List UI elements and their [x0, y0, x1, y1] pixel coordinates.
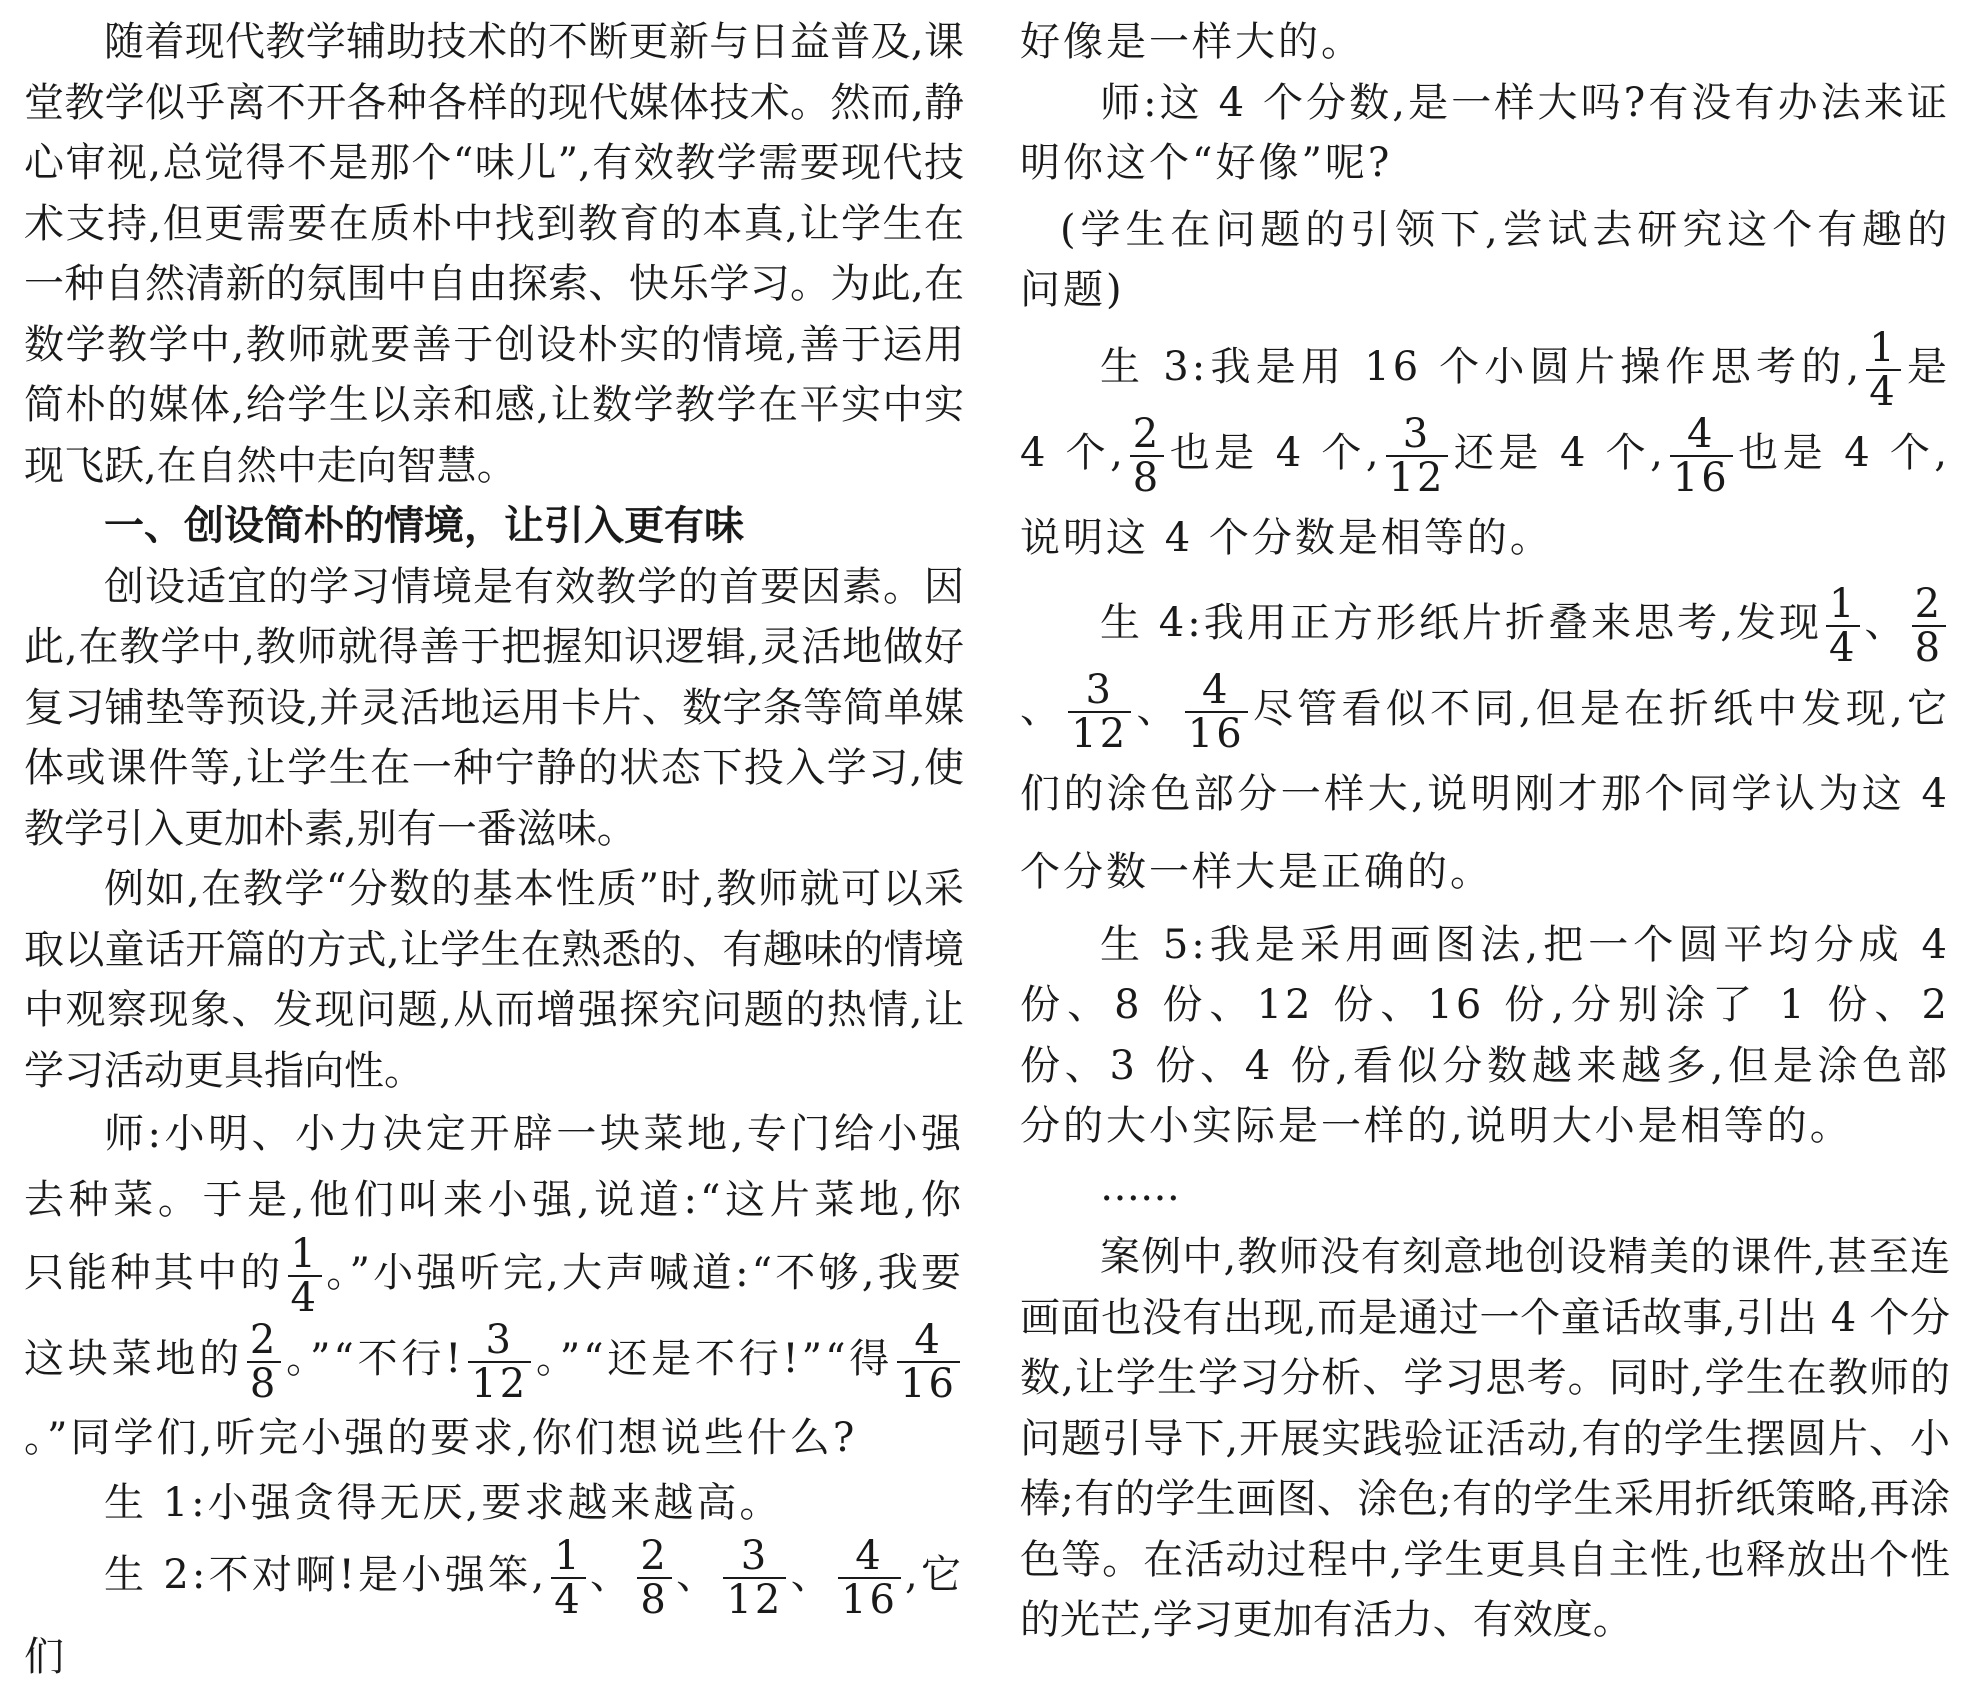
- student-4: [1020, 580, 1951, 911]
- separator: 、: [589, 1552, 634, 1598]
- fraction-4-16: $\frac{4}{16}$: [838, 1535, 901, 1621]
- student-3-text-e: 也是 4 个,说明这 4 个分数是相等的。: [1020, 429, 1950, 561]
- fraction-2-8: $\frac{2}{8}$: [1130, 413, 1164, 499]
- teacher-dialogue: [24, 1101, 964, 1471]
- student-3-text-b: 是 4 个,: [1020, 343, 1951, 476]
- fraction-1-4: $\frac{1}{4}$: [1866, 327, 1900, 413]
- separator: 、: [1864, 599, 1908, 646]
- fraction-1-4: $\frac{1}{4}$: [1826, 583, 1860, 669]
- fraction-1-4: $\frac{1}{4}$: [551, 1535, 585, 1621]
- fraction-3-12: $\frac{3}{12}$: [468, 1319, 531, 1405]
- student-4-text-a: 生 4:我用正方形纸片折叠来思考,发现: [1100, 599, 1823, 646]
- student-1: 生 1:小强贪得无厌,要求越来越高。: [104, 1480, 783, 1526]
- fraction-2-8: $\frac{2}{8}$: [637, 1535, 671, 1621]
- student-2-text-a: 生 2:不对啊!是小强笨,: [104, 1552, 548, 1598]
- teacher-text-d: 。”“还是不行!”“得: [535, 1336, 894, 1382]
- separator: 、: [675, 1552, 720, 1598]
- ellipsis: ……: [1100, 1163, 1180, 1210]
- teacher-text-a: 师:小明、小力决定开辟一块菜地,专门给小强去种菜。于是,他们叫来小强,说道:“这片菜地,你只能种其中的: [24, 1111, 964, 1296]
- student-2-text-b: ,它们: [24, 1552, 965, 1680]
- intro-paragraph: 随着现代教学辅助技术的不断更新与日益普及,课堂教学似乎离不开各种各样的现代媒体技术。然而,静心审视,总觉得不是那个“味儿”,有效教学需要现代技术支持,但更需要在质朴中找到教育的本真,让学生在一种自然清新的氛围中自由探索、快乐学习。为此,在数学教学中,教师就要善于创设朴实的情境,善于运用简朴的媒体,给学生以亲和感,让数学教学在平实中实现飞跃,在自然中走向智慧。: [24, 19, 964, 489]
- paragraph-1: 创设适宜的学习情境是有效教学的首要因素。因此,在教学中,教师就得善于把握知识逻辑,灵活地做好复习铺垫等预设,并灵活地运用卡片、数字条等简单媒体或课件等,让学生在一种宁静的状态下投入学习,使教学引入更加朴素,别有一番滋味。: [24, 563, 964, 852]
- separator: 、: [1020, 685, 1065, 732]
- fraction-4-16: $\frac{4}{16}$: [1185, 669, 1248, 755]
- summary-paragraph: 案例中,教师没有刻意地创设精美的课件,甚至连画面也没有出现,而是通过一个童话故事,引出 4 个分数,让学生学习分析、学习思考。同时,学生在教师的问题引导下,开展实践验证活动,有的学生摆圆片、小棒;有的学生画图、涂色;有的学生采用折纸策略,再涂色等。在活动过程中,学生更具自主性,也释放出个性的光芒,学习更加有活力、有效度。: [1020, 1234, 1950, 1643]
- fraction-3-12: $\frac{3}{12}$: [1068, 669, 1131, 755]
- student-3-text-c: 也是 4 个,: [1168, 429, 1382, 476]
- student-5: 生 5:我是采用画图法,把一个圆平均分成 4 份、8 份、12 份、16 份,分别涂了 1 份、2 份、3 份、4 份,看似分数越来越多,但是涂色部分的大小实际是一样的,说明大小是相等的。: [1020, 921, 1950, 1149]
- left-column: [24, 12, 964, 1693]
- student-2: [24, 1535, 964, 1693]
- teacher-question: 师:这 4 个分数,是一样大吗?有没有办法来证明你这个“好像”呢?: [1020, 79, 1950, 186]
- section-heading: 一、创设简朴的情境，让引入更有味: [104, 503, 744, 549]
- fraction-1-4: $\frac{1}{4}$: [288, 1233, 322, 1319]
- fraction-3-12: $\frac{3}{12}$: [1386, 413, 1449, 499]
- fraction-4-16: $\frac{4}{16}$: [1670, 413, 1733, 499]
- fraction-3-12: $\frac{3}{12}$: [723, 1535, 786, 1621]
- student-2-continued: 好像是一样大的。: [1020, 19, 1364, 65]
- student-3-text-d: 还是 4 个,: [1452, 429, 1666, 476]
- student-4-text-b: 尽管看似不同,但是在折纸中发现,它们的涂色部分一样大,说明刚才那个同学认为这 4 个分数一样大是正确的。: [1020, 685, 1951, 895]
- teacher-text-e: 。”同学们,听完小强的要求,你们想说些什么?: [24, 1415, 858, 1461]
- teacher-text-c: 。”“不行!: [285, 1336, 465, 1382]
- teacher-text-b: 。”小强听完,大声喊道:“不够,我要这块菜地的: [24, 1250, 964, 1382]
- separator: 、: [1135, 685, 1181, 732]
- right-column: [1020, 12, 1950, 1651]
- separator: 、: [790, 1552, 835, 1598]
- fraction-2-8: $\frac{2}{8}$: [247, 1319, 281, 1405]
- fraction-4-16: $\frac{4}{16}$: [897, 1319, 960, 1405]
- stage-note: (学生在问题的引领下,尝试去研究这个有趣的问题): [1020, 206, 1950, 313]
- paragraph-2: 例如,在教学“分数的基本性质”时,教师就可以采取以童话开篇的方式,让学生在熟悉的、有趣味的情境中观察现象、发现问题,从而增强探究问题的热情,让学习活动更具指向性。: [24, 866, 964, 1094]
- student-3-text-a: 生 3:我是用 16 个小圆片操作思考的,: [1100, 343, 1863, 390]
- fraction-2-8: $\frac{2}{8}$: [1912, 583, 1946, 669]
- student-3: [1020, 324, 1951, 577]
